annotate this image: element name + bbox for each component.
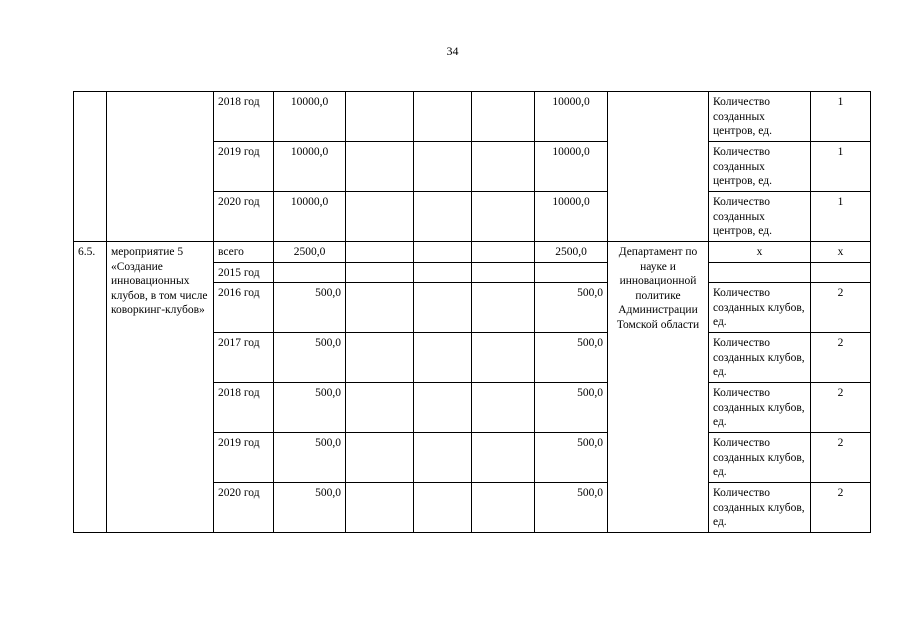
total-cell: 500,0	[274, 433, 346, 483]
regional-cell	[414, 433, 472, 483]
year-cell: 2020 год	[214, 483, 274, 533]
measure-name-cell: мероприятие 5 «Создание инновационных клубов, в том числе коворкинг-клубов»	[107, 242, 214, 533]
year-cell: 2019 год	[214, 433, 274, 483]
year-cell: 2015 год	[214, 262, 274, 283]
regional-cell	[414, 483, 472, 533]
other-cell: 10000,0	[535, 92, 608, 142]
indicator-value-cell	[811, 262, 871, 283]
year-cell: 2018 год	[214, 383, 274, 433]
local-cell	[472, 483, 535, 533]
indicator-value-cell: 1	[811, 92, 871, 142]
local-cell	[472, 333, 535, 383]
federal-cell	[346, 433, 414, 483]
federal-cell	[346, 483, 414, 533]
other-cell	[535, 262, 608, 283]
total-cell	[274, 262, 346, 283]
indicator-value-cell: 2	[811, 283, 871, 333]
federal-cell	[346, 383, 414, 433]
other-cell: 500,0	[535, 383, 608, 433]
other-cell: 2500,0	[535, 242, 608, 263]
federal-cell	[346, 192, 414, 242]
year-cell: 2019 год	[214, 142, 274, 192]
local-cell	[472, 192, 535, 242]
other-cell: 500,0	[535, 283, 608, 333]
federal-cell	[346, 262, 414, 283]
indicator-cell: Количество созданных клубов, ед.	[709, 333, 811, 383]
total-cell: 500,0	[274, 383, 346, 433]
measure-name-cell	[107, 92, 214, 242]
other-cell: 500,0	[535, 333, 608, 383]
local-cell	[472, 142, 535, 192]
local-cell	[472, 283, 535, 333]
indicator-cell: Количество созданных клубов, ед.	[709, 433, 811, 483]
regional-cell	[414, 283, 472, 333]
regional-cell	[414, 142, 472, 192]
other-cell: 10000,0	[535, 192, 608, 242]
table-row	[74, 92, 871, 142]
federal-cell	[346, 283, 414, 333]
executor-cell	[608, 92, 709, 242]
total-cell: 10000,0	[274, 142, 346, 192]
federal-cell	[346, 92, 414, 142]
federal-cell	[346, 242, 414, 263]
local-cell	[472, 242, 535, 263]
local-cell	[472, 383, 535, 433]
regional-cell	[414, 92, 472, 142]
other-cell: 500,0	[535, 483, 608, 533]
other-cell: 500,0	[535, 433, 608, 483]
indicator-cell	[709, 262, 811, 283]
year-cell: 2020 год	[214, 192, 274, 242]
indicator-value-cell: 2	[811, 383, 871, 433]
year-cell: всего	[214, 242, 274, 263]
regional-cell	[414, 383, 472, 433]
indicator-cell: Количество созданных центров, ед.	[709, 192, 811, 242]
year-cell: 2018 год	[214, 92, 274, 142]
indicator-cell: x	[709, 242, 811, 263]
indicator-cell: Количество созданных клубов, ед.	[709, 283, 811, 333]
total-cell: 10000,0	[274, 192, 346, 242]
indicator-cell: Количество созданных центров, ед.	[709, 142, 811, 192]
number-cell: 6.5.	[74, 242, 107, 533]
year-cell: 2017 год	[214, 333, 274, 383]
local-cell	[472, 262, 535, 283]
indicator-value-cell: 2	[811, 433, 871, 483]
executor-cell: Департамент по науке и инновационной политике Администрации Томской области	[608, 242, 709, 533]
total-cell: 500,0	[274, 333, 346, 383]
indicator-value-cell: 2	[811, 333, 871, 383]
number-cell	[74, 92, 107, 242]
year-cell: 2016 год	[214, 283, 274, 333]
regional-cell	[414, 242, 472, 263]
table-row	[74, 242, 871, 263]
regional-cell	[414, 333, 472, 383]
page-number: 34	[446, 44, 459, 58]
regional-cell	[414, 262, 472, 283]
total-cell: 10000,0	[274, 92, 346, 142]
indicator-value-cell: x	[811, 242, 871, 263]
other-cell: 10000,0	[535, 142, 608, 192]
indicator-value-cell: 1	[811, 142, 871, 192]
regional-cell	[414, 192, 472, 242]
indicator-value-cell: 1	[811, 192, 871, 242]
indicator-cell: Количество созданных клубов, ед.	[709, 383, 811, 433]
indicator-cell: Количество созданных клубов, ед.	[709, 483, 811, 533]
total-cell: 500,0	[274, 483, 346, 533]
federal-cell	[346, 142, 414, 192]
local-cell	[472, 433, 535, 483]
indicator-value-cell: 2	[811, 483, 871, 533]
local-cell	[472, 92, 535, 142]
program-table	[73, 91, 871, 533]
total-cell: 2500,0	[274, 242, 346, 263]
indicator-cell: Количество созданных центров, ед.	[709, 92, 811, 142]
total-cell: 500,0	[274, 283, 346, 333]
federal-cell	[346, 333, 414, 383]
